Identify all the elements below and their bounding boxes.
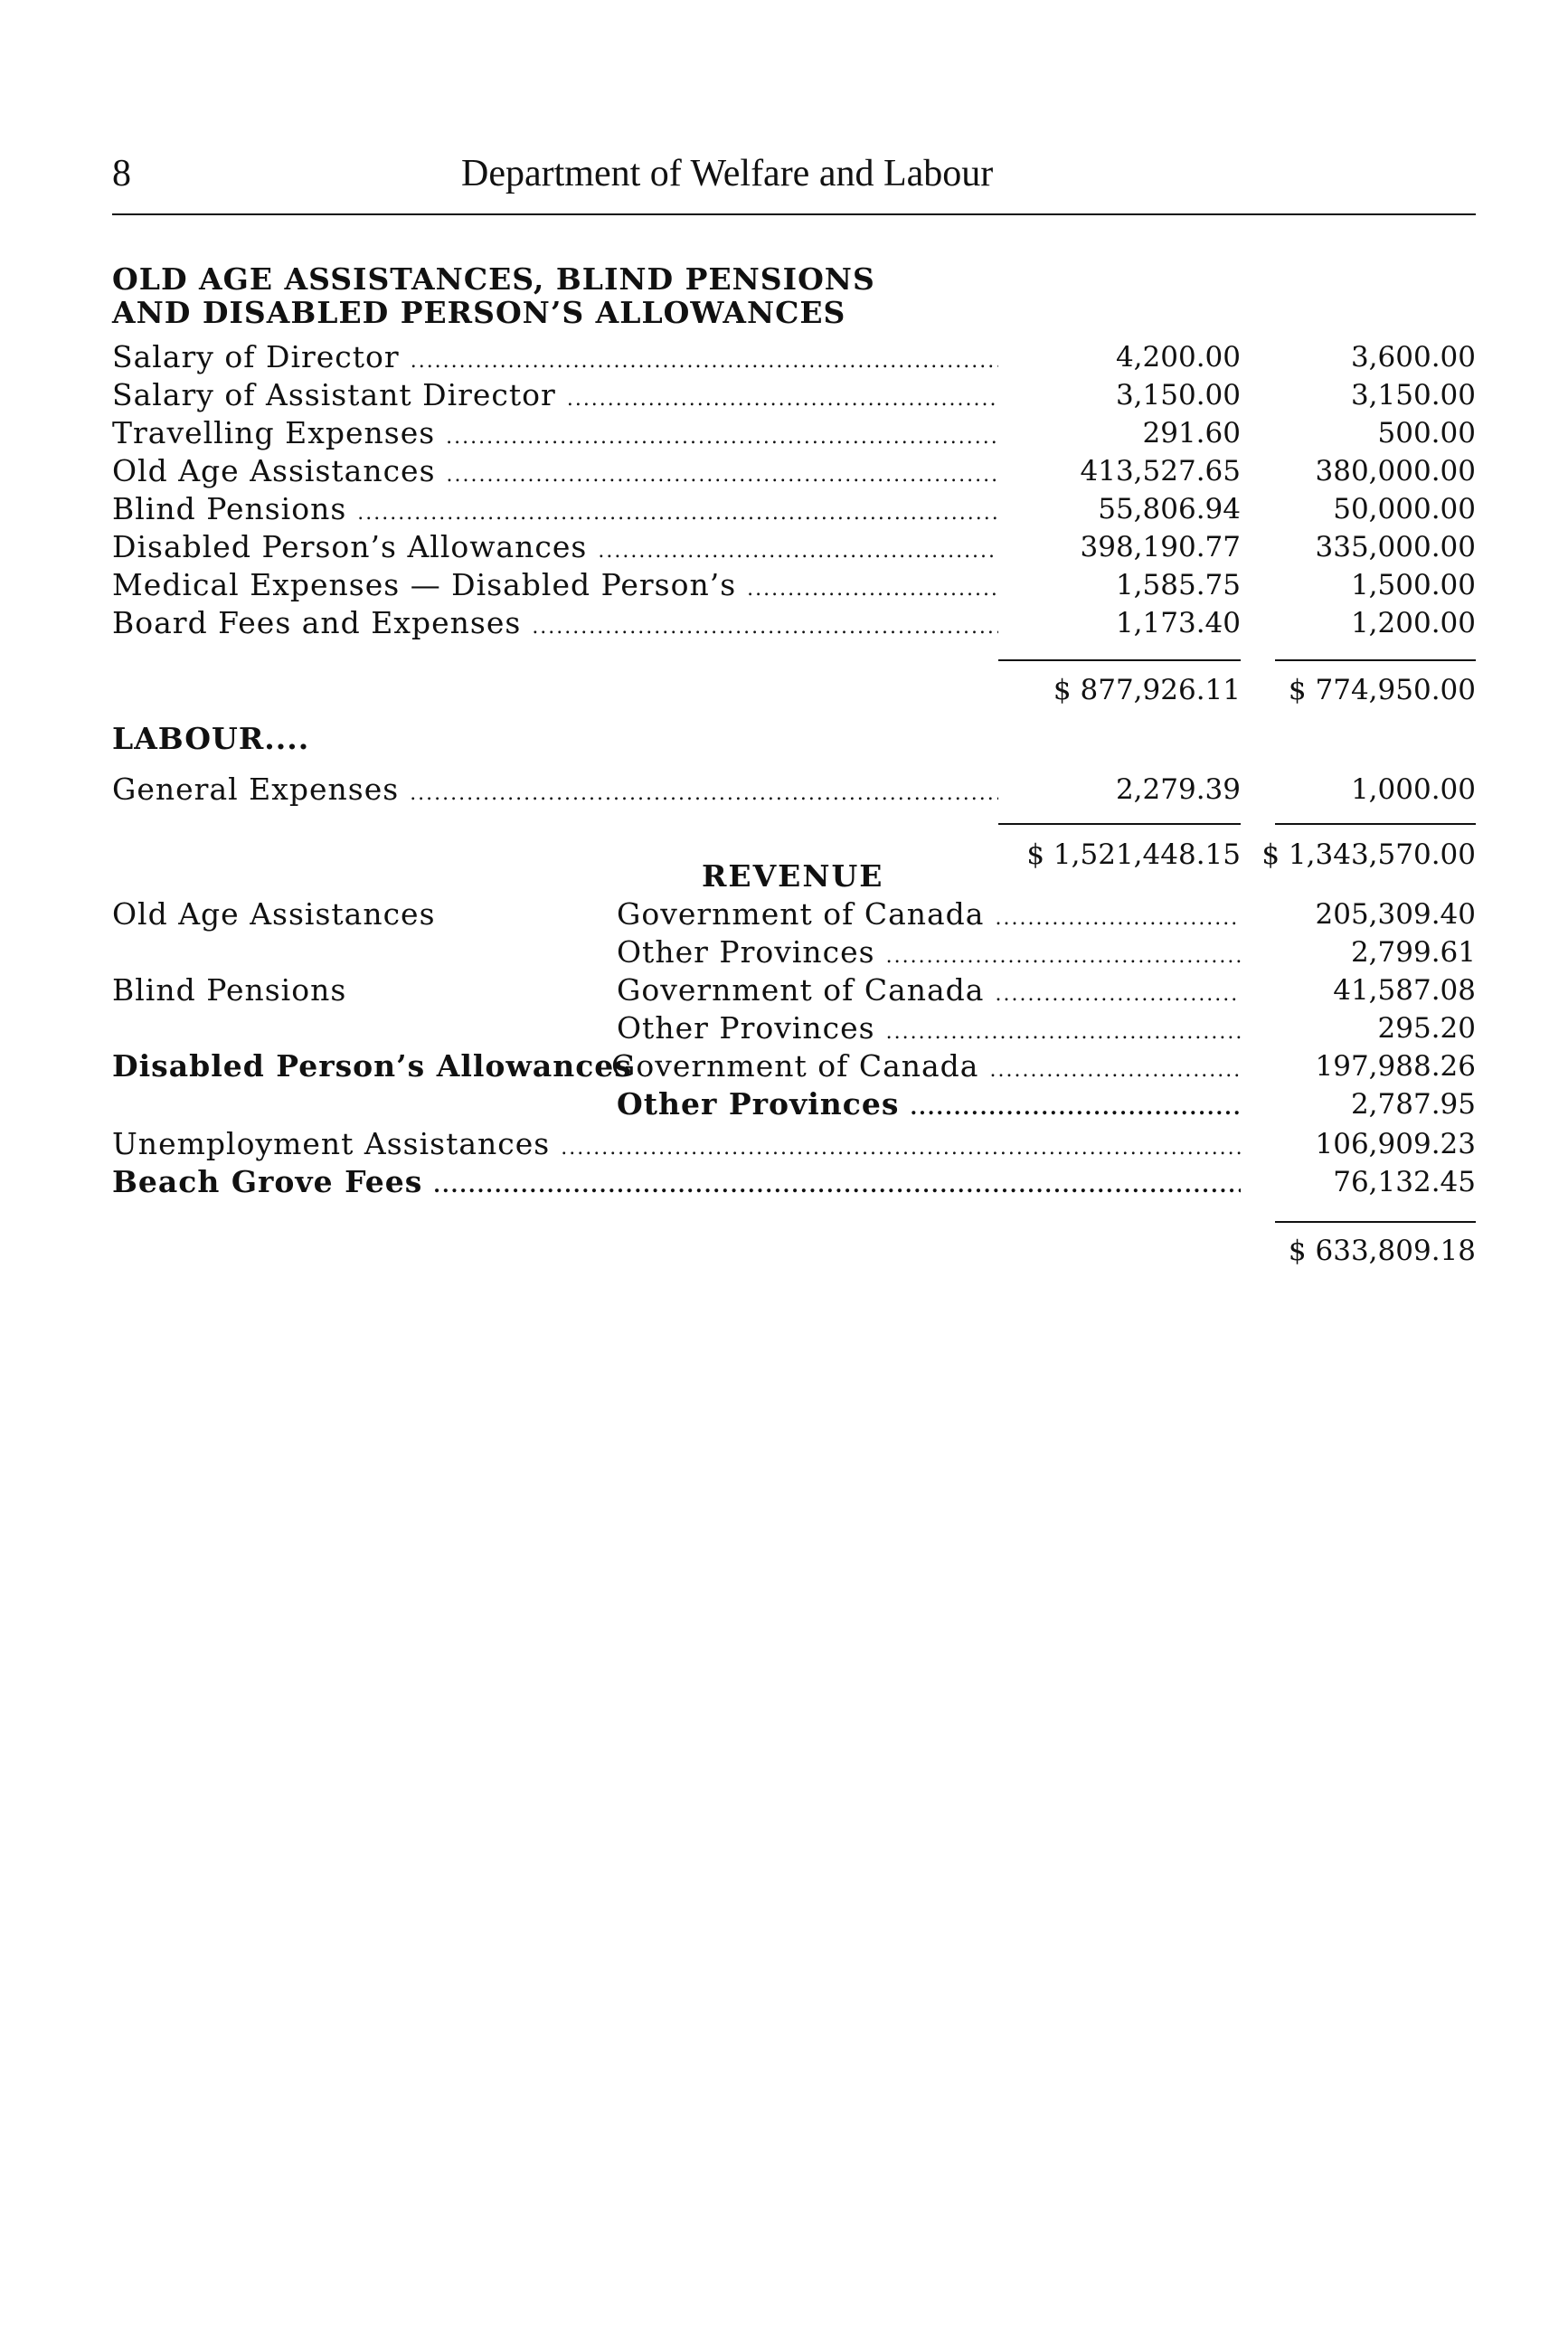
revenue-amount: 41,587.08 xyxy=(1333,974,1476,1007)
section-heading-line1: OLD AGE ASSISTANCES, BLIND PENSIONS xyxy=(112,261,875,297)
expense-col2: 500.00 xyxy=(1377,417,1476,450)
header-rule xyxy=(112,213,1476,215)
other-revenue-label-text: Unemployment Assistances xyxy=(112,1126,551,1161)
revenue-amount: 2,787.95 xyxy=(1350,1088,1476,1121)
revenue-amount: 205,309.40 xyxy=(1315,898,1476,931)
revenue-source-text: Government of Canada xyxy=(617,972,985,1008)
dot-leader xyxy=(532,609,998,647)
dot-leader xyxy=(567,381,998,419)
section-heading xyxy=(112,262,1288,329)
labour-label xyxy=(112,771,998,813)
dot-leader xyxy=(357,495,998,533)
labour-col1: 2,279.39 xyxy=(1115,773,1241,806)
labour-heading: LABOUR.... xyxy=(112,721,310,756)
expense-row xyxy=(112,414,1476,452)
dot-leader xyxy=(910,1089,1241,1127)
expense-label-text: Board Fees and Expenses xyxy=(112,605,522,640)
expense-label-text: Travelling Expenses xyxy=(112,415,436,450)
expense-col1: 1,585.75 xyxy=(1115,569,1241,601)
labour-label-text: General Expenses xyxy=(112,772,400,807)
other-revenue-label xyxy=(112,1125,1241,1168)
expense-row xyxy=(112,566,1476,604)
expense-col2: 1,500.00 xyxy=(1350,569,1476,601)
revenue-source-text: Government of Canada xyxy=(611,1048,979,1084)
expense-label-text: Salary of Assistant Director xyxy=(112,377,556,412)
revenue-source xyxy=(617,895,1241,938)
expense-label xyxy=(112,528,998,571)
expense-col1: 291.60 xyxy=(1142,417,1241,450)
expense-col1: 3,150.00 xyxy=(1115,379,1241,412)
expense-col2: 335,000.00 xyxy=(1315,531,1476,563)
dot-leader xyxy=(886,938,1241,976)
revenue-source-text: Other Provinces xyxy=(617,1086,900,1122)
expense-col1: 55,806.94 xyxy=(1098,493,1241,525)
revenue-total-rule xyxy=(1275,1221,1476,1223)
other-revenue-amount: 106,909.23 xyxy=(1315,1128,1476,1160)
dot-leader xyxy=(989,1052,1241,1090)
dot-leader xyxy=(561,1130,1241,1168)
revenue-source xyxy=(617,971,1241,1014)
expense-col1: 1,173.40 xyxy=(1115,607,1241,639)
expense-row xyxy=(112,376,1476,414)
revenue-amount: 2,799.61 xyxy=(1350,936,1476,969)
dot-leader xyxy=(446,419,998,457)
labour-col2: 1,000.00 xyxy=(1350,773,1476,806)
other-revenue-amount: 76,132.45 xyxy=(1333,1166,1476,1198)
expense-col2: 1,200.00 xyxy=(1350,607,1476,639)
revenue-source xyxy=(617,933,1241,976)
expense-row xyxy=(112,452,1476,490)
subtotal-rule-col1 xyxy=(998,659,1241,661)
revenue-amount: 197,988.26 xyxy=(1315,1050,1476,1083)
expense-label-text: Salary of Director xyxy=(112,339,400,374)
expense-col2: 3,600.00 xyxy=(1350,341,1476,374)
expense-label xyxy=(112,566,998,609)
expense-label-text: Blind Pensions xyxy=(112,491,347,526)
revenue-total: $ 633,809.18 xyxy=(1288,1235,1476,1267)
subtotal-row xyxy=(112,671,1476,709)
grand-total-col1: $ 1,521,448.15 xyxy=(1026,838,1241,871)
dot-leader xyxy=(995,900,1241,938)
grand-total-rule-col2 xyxy=(1275,823,1476,825)
revenue-source xyxy=(617,1085,1241,1127)
expense-col1: 4,200.00 xyxy=(1115,341,1241,374)
labour-row xyxy=(112,771,1476,809)
expense-col1: 398,190.77 xyxy=(1080,531,1241,563)
expense-label xyxy=(112,338,998,381)
dot-leader xyxy=(433,1167,1241,1205)
subtotal-col2: $ 774,950.00 xyxy=(1288,674,1476,706)
expense-col2: 380,000.00 xyxy=(1315,455,1476,488)
dot-leader xyxy=(598,533,998,571)
expense-label-text: Medical Expenses — Disabled Person’s xyxy=(112,567,737,602)
expense-label-text: Old Age Assistances xyxy=(112,453,436,488)
expense-col2: 50,000.00 xyxy=(1333,493,1476,525)
dot-leader xyxy=(995,976,1241,1014)
expense-label xyxy=(112,604,998,647)
expense-label-text: Disabled Person’s Allowances xyxy=(112,529,588,564)
expense-row xyxy=(112,604,1476,642)
revenue-source-text: Other Provinces xyxy=(617,1010,875,1046)
expense-label xyxy=(112,452,998,495)
revenue-category: Old Age Assistances xyxy=(112,896,436,932)
subtotal-col1: $ 877,926.11 xyxy=(1053,674,1241,706)
expense-row xyxy=(112,490,1476,528)
revenue-source xyxy=(617,1009,1241,1052)
revenue-source-text: Government of Canada xyxy=(617,896,985,932)
grand-total-col2: $ 1,343,570.00 xyxy=(1261,838,1476,871)
expense-col2: 3,150.00 xyxy=(1350,379,1476,412)
dot-leader xyxy=(410,775,998,813)
other-revenue-label-text: Beach Grove Fees xyxy=(112,1164,423,1199)
revenue-source-text: Other Provinces xyxy=(617,934,875,970)
revenue-category: Blind Pensions xyxy=(112,972,347,1008)
revenue-amount: 295.20 xyxy=(1377,1012,1476,1045)
grand-total-rule-col1 xyxy=(998,823,1241,825)
expense-col1: 413,527.65 xyxy=(1080,455,1241,488)
revenue-category: Disabled Person’s Allowances xyxy=(112,1048,632,1084)
dot-leader xyxy=(447,457,998,495)
expense-label xyxy=(112,376,998,419)
expense-row xyxy=(112,528,1476,566)
revenue-source xyxy=(611,1047,1241,1090)
expense-label xyxy=(112,414,998,457)
page-number: 8 xyxy=(112,153,131,194)
other-revenue-label xyxy=(112,1163,1241,1205)
subtotal-rule-col2 xyxy=(1275,659,1476,661)
expense-row xyxy=(112,338,1476,376)
dot-leader xyxy=(411,343,998,381)
expense-label xyxy=(112,490,998,533)
dot-leader xyxy=(747,571,998,609)
section-heading-line2: AND DISABLED PERSON’S ALLOWANCES xyxy=(112,295,846,330)
running-head-title: Department of Welfare and Labour xyxy=(461,153,994,194)
revenue-heading: REVENUE xyxy=(702,858,884,894)
dot-leader xyxy=(886,1014,1241,1052)
